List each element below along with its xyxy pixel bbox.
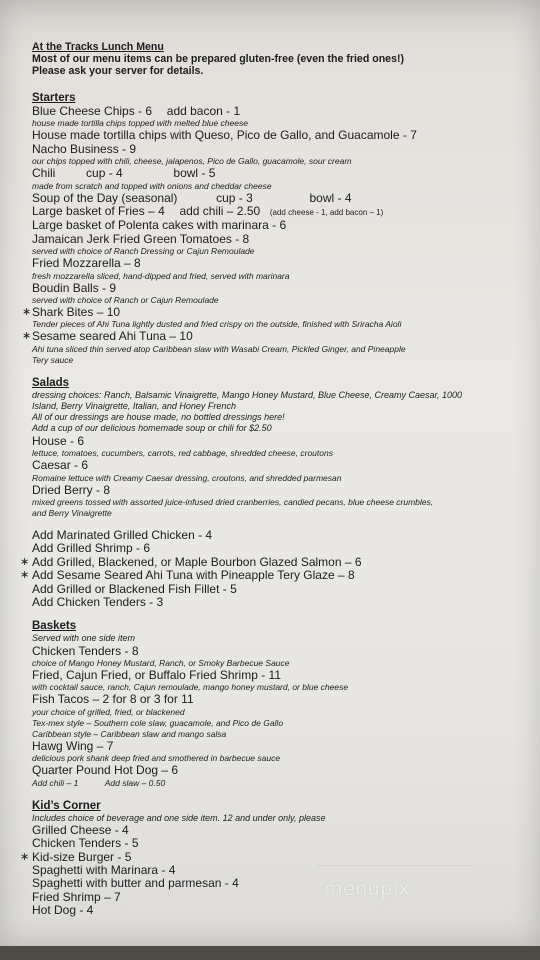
item-fish-tacos: Fish Tacos – 2 for 8 or 3 for 11 xyxy=(32,692,194,707)
kids-item: Spaghetti with butter and parmesan - 4 xyxy=(32,876,239,891)
item-polenta: Large basket of Polenta cakes with marinara - 6 xyxy=(32,218,287,233)
item-name: Chili xyxy=(32,166,56,181)
menu-header xyxy=(32,41,532,53)
dressing-choices-cont: Island, Berry Vinaigrette, Italian, and Honey French xyxy=(32,401,236,412)
item-desc: Tery sauce xyxy=(32,354,74,365)
section-baskets: Baskets xyxy=(32,620,77,633)
item-fried-mozzarella: Fried Mozzarella – 8 xyxy=(32,256,141,271)
item-blue-cheese-chips xyxy=(32,105,532,118)
item-caesar-salad: Caesar - 6 xyxy=(32,458,89,473)
star-icon: ∗ xyxy=(20,569,30,582)
menu-title: At the Tracks Lunch Menu xyxy=(32,41,164,53)
watermark-rule xyxy=(316,865,476,866)
kids-item: ∗ Kid-size Burger - 5 xyxy=(20,849,132,864)
salad-addon: Add Chicken Tenders - 3 xyxy=(32,594,164,609)
item-name: Sesame seared Ahi Tuna – 10 xyxy=(32,329,193,344)
item-desc: and Berry Vinaigrette xyxy=(32,507,112,518)
section-starters: Starters xyxy=(32,92,76,104)
salad-addon: Add Grilled or Blackened Fish Fillet - 5 xyxy=(32,581,237,596)
item-house-salad: House - 6 xyxy=(32,433,85,448)
kids-item: Hot Dog - 4 xyxy=(32,903,94,918)
item-desc: house made tortilla chips topped with melted blue cheese xyxy=(32,118,248,129)
kids-item: Spaghetti with Marinara - 4 xyxy=(32,863,176,877)
item-addon-extra: (add cheese - 1, add bacon – 1) xyxy=(269,208,384,218)
item-bowl-price: bowl - 4 xyxy=(309,190,352,205)
item-desc: mixed greens tossed with assorted juice-infused dried cranberries, candied pecans, blue cheese crumbles, xyxy=(32,496,434,507)
dressing-choices: dressing choices: Ranch, Balsamic Vinaigrette, Mango Honey Mustard, Blue Cheese, Creamy Caesar, 1000 xyxy=(32,389,463,400)
menu-content xyxy=(20,41,532,918)
item-hot-dog: Quarter Pound Hot Dog – 6 xyxy=(32,763,179,778)
item-name: Shark Bites – 10 xyxy=(32,305,121,320)
item-cup-price: cup - 4 xyxy=(86,166,123,181)
salad-addon: ∗ Add Sesame Seared Ahi Tuna with Pineapple Tery Glaze – 8 xyxy=(20,568,355,583)
watermark-logo: menupix xyxy=(324,878,411,900)
item-addon: add bacon - 1 xyxy=(166,104,241,118)
item-desc: delicious pork shank deep fried and smothered in barbecue sauce xyxy=(32,753,281,764)
star-icon: ∗ xyxy=(22,306,32,319)
star-icon: ∗ xyxy=(20,555,30,568)
kids-item: Chicken Tenders - 5 xyxy=(32,836,139,851)
kids-item: Fried Shrimp – 7 xyxy=(32,889,121,904)
item-cup-price: cup - 3 xyxy=(216,190,253,205)
server-note: Please ask your server for details. xyxy=(32,65,204,77)
item-dried-berry-salad: Dried Berry - 8 xyxy=(32,482,111,497)
dressing-note: All of our dressings are house made, no bottled dressings here! xyxy=(32,412,285,423)
item-house-chips: House made tortilla chips with Queso, Pico de Gallo, and Guacamole - 7 xyxy=(32,128,417,143)
item-fries xyxy=(32,205,532,219)
item-desc: our chips topped with chili, cheese, jalapenos, Pico de Gallo, guacamole, sour cream xyxy=(32,156,352,167)
section-salads: Salads xyxy=(32,376,70,389)
salad-addon: ∗ Add Grilled, Blackened, or Maple Bourbon Glazed Salmon – 6 xyxy=(20,554,362,569)
salad-addon: Add Grilled Shrimp - 6 xyxy=(32,541,151,556)
item-bowl-price: bowl - 5 xyxy=(173,166,216,181)
item-desc: Caribbean style – Caribbean slaw and mango salsa xyxy=(32,728,227,739)
gluten-free-note: Most of our menu items can be prepared gluten-free (even the fried ones!) xyxy=(32,53,405,65)
item-desc: choice of Mango Honey Mustard, Ranch, or Smoky Barbecue Sauce xyxy=(32,657,290,668)
item-desc: served with choice of Ranch Dressing or Cajun Remoulade xyxy=(32,246,255,257)
item-hawg-wing: Hawg Wing – 7 xyxy=(32,738,114,753)
item-nacho-business: Nacho Business - 9 xyxy=(32,141,137,156)
item-chicken-tenders: Chicken Tenders - 8 xyxy=(32,643,139,658)
item-desc: Tex-mex style – Southern cole slaw, guacamole, and Pico de Gallo xyxy=(32,717,284,728)
item-addon: add chili – 2.50 xyxy=(179,204,261,219)
salad-addon: Add Marinated Grilled Chicken - 4 xyxy=(32,527,213,542)
item-desc: Ahi tuna sliced thin served atop Caribbean slaw with Wasabi Cream, Pickled Ginger, and Pineapple xyxy=(32,343,406,354)
baskets-intro: Served with one side item xyxy=(32,633,136,644)
item-name: Large basket of Fries – 4 xyxy=(32,204,165,219)
section-kids-corner: Kid’s Corner xyxy=(32,799,101,812)
kids-intro: Includes choice of beverage and one side item. 12 and under only, please xyxy=(32,812,326,823)
item-sesame-ahi xyxy=(22,329,532,344)
item-desc: Tender pieces of Ahi Tuna lightly dusted and fried crispy on the outside, finished with Sriracha Aioli xyxy=(32,319,402,330)
item-jerk-tomatoes: Jamaican Jerk Fried Green Tomatoes - 8 xyxy=(32,231,250,246)
item-desc: made from scratch and topped with onions and cheddar cheese xyxy=(32,180,272,191)
item-desc: fresh mozzarella sliced, hand-dipped and fried, served with marinara xyxy=(32,270,290,281)
star-icon: ∗ xyxy=(20,850,30,863)
item-chili xyxy=(32,167,532,180)
item-desc: lettuce, tomatoes, cucumbers, carrots, red cabbage, shredded cheese, croutons xyxy=(32,448,333,459)
item-fried-shrimp: Fried, Cajun Fried, or Buffalo Fried Shrimp - 11 xyxy=(32,667,281,682)
item-desc: Romaine lettuce with Creamy Caesar dressing, croutons, and shredded parmesan xyxy=(32,472,342,483)
addon-chili: Add chili – 1 xyxy=(32,777,79,788)
item-shark-bites xyxy=(22,305,532,320)
item-desc: your choice of grilled, fried, or blackened xyxy=(32,706,185,717)
soup-addon-note: Add a cup of our delicious homemade soup or chili for $2.50 xyxy=(32,423,272,434)
item-soup xyxy=(32,192,532,205)
item-addons xyxy=(32,778,532,789)
item-desc: with cocktail sauce, ranch, Cajun remoulade, mango honey mustard, or blue cheese xyxy=(32,682,349,693)
kids-item: Grilled Cheese - 4 xyxy=(32,822,129,837)
item-desc: served with choice of Ranch or Cajun Remoulade xyxy=(32,295,219,306)
item-boudin-balls: Boudin Balls - 9 xyxy=(32,280,117,295)
addon-slaw: Add slaw – 0.50 xyxy=(104,777,166,788)
star-icon: ∗ xyxy=(22,330,32,343)
item-name: Soup of the Day (seasonal) xyxy=(32,190,178,205)
item-name: Blue Cheese Chips - 6 xyxy=(32,104,153,118)
